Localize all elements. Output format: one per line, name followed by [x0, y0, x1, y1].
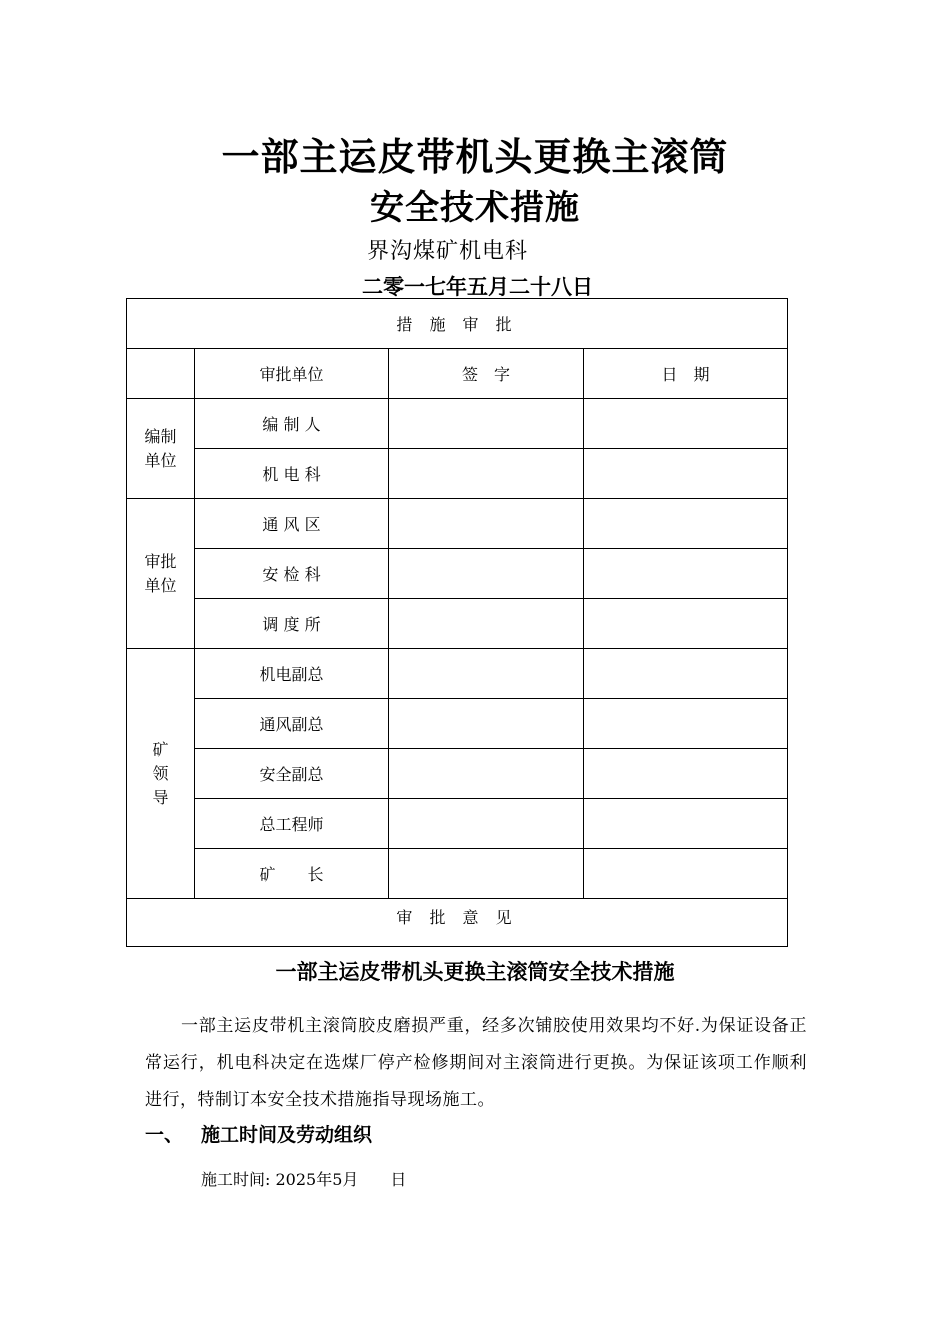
- column-header-signature: 签 字: [389, 349, 584, 399]
- signature-cell[interactable]: [389, 799, 584, 849]
- approval-table: [126, 298, 788, 947]
- date-cell[interactable]: [584, 599, 788, 649]
- signature-cell[interactable]: [389, 599, 584, 649]
- department: 界沟煤矿机电科: [366, 239, 528, 264]
- row-label: 矿 长: [195, 849, 389, 899]
- signature-cell[interactable]: [389, 849, 584, 899]
- group-label-text: 审批 单位: [144, 551, 177, 595]
- date-cell[interactable]: [584, 849, 788, 899]
- signature-cell[interactable]: [389, 699, 584, 749]
- row-label: 通风副总: [195, 699, 389, 749]
- row-label: 编 制 人: [195, 399, 389, 449]
- heading-number: 一、: [145, 1124, 184, 1146]
- date-cell[interactable]: [584, 549, 788, 599]
- signature-cell[interactable]: [389, 449, 584, 499]
- document-title: 一部主运皮带机头更换主滚筒: [221, 135, 729, 179]
- row-label: 安全副总: [195, 749, 389, 799]
- column-header-unit: 审批单位: [195, 349, 389, 399]
- group-label-leaders: [127, 649, 195, 899]
- group-label-text: 编制 单位: [144, 426, 177, 470]
- signature-cell[interactable]: [389, 549, 584, 599]
- construction-time: 施工时间: 2025年5月 日: [201, 1170, 407, 1189]
- signature-cell[interactable]: [389, 649, 584, 699]
- date-cell[interactable]: [584, 449, 788, 499]
- row-label: 通 风 区: [195, 499, 389, 549]
- intro-paragraph: 一部主运皮带机主滚筒胶皮磨损严重，经多次铺胶使用效果均不好.为保证设备正常运行，机电科决定在选煤厂停产检修期间对主滚筒进行更换。为保证该项工作顺利进行，特制订本安全技术措施指导现场施工。: [145, 1016, 807, 1110]
- signature-cell[interactable]: [389, 399, 584, 449]
- group-label-compile: [127, 399, 195, 499]
- row-label: 机电副总: [195, 649, 389, 699]
- column-header-date: 日 期: [584, 349, 788, 399]
- blank-cell: [127, 349, 195, 399]
- approval-opinion: 审 批 意 见: [127, 899, 788, 947]
- approval-header: 措 施 审 批: [127, 299, 788, 349]
- section-title: 一部主运皮带机头更换主滚筒安全技术措施: [275, 960, 675, 984]
- row-label: 机 电 科: [195, 449, 389, 499]
- date-cell[interactable]: [584, 499, 788, 549]
- date-cell[interactable]: [584, 799, 788, 849]
- document-subtitle: 安全技术措施: [370, 188, 580, 228]
- signature-cell[interactable]: [389, 499, 584, 549]
- group-label-approve: [127, 499, 195, 649]
- heading-construction: [145, 1120, 372, 1147]
- date-cell[interactable]: [584, 649, 788, 699]
- row-label: 总工程师: [195, 799, 389, 849]
- date-cell[interactable]: [584, 749, 788, 799]
- date-cell[interactable]: [584, 699, 788, 749]
- group-label-text: 矿 领 导: [152, 739, 169, 807]
- signature-cell[interactable]: [389, 749, 584, 799]
- row-label: 安 检 科: [195, 549, 389, 599]
- document-date: 二零一七年五月二十八日: [362, 275, 593, 299]
- date-cell[interactable]: [584, 399, 788, 449]
- heading-text: 施工时间及劳动组织: [201, 1124, 373, 1146]
- row-label: 调 度 所: [195, 599, 389, 649]
